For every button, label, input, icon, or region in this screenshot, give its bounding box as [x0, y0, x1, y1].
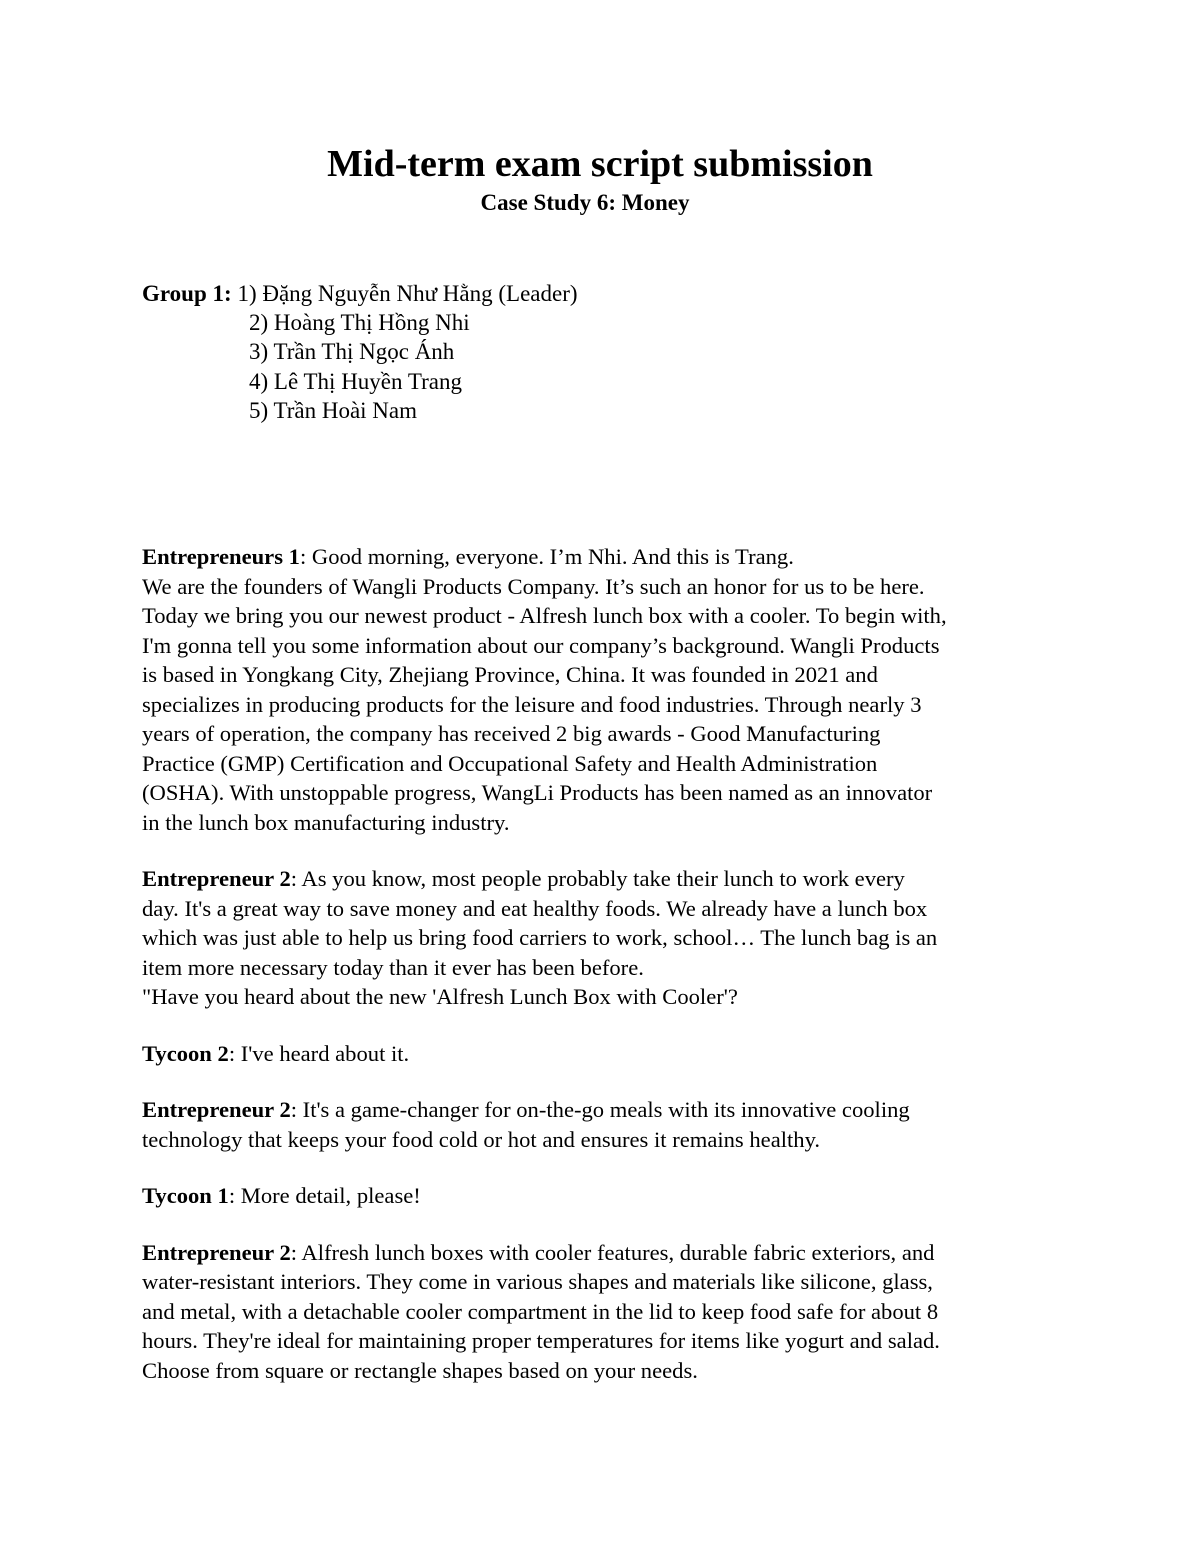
line-text: technology that keeps your food cold or hot and ensures it remains healthy. [142, 1126, 821, 1152]
line-text: and metal, with a detachable cooler compartment in the lid to keep food safe for about 8 [142, 1298, 939, 1324]
group-member-row [142, 396, 578, 425]
group-member-row [142, 308, 578, 337]
text-line [142, 749, 1072, 779]
text-line [142, 953, 1072, 983]
text-line [142, 601, 1072, 631]
line-text: : It's a game-changer for on-the-go meals with its innovative cooling [290, 1097, 910, 1122]
text-line [142, 1095, 1072, 1125]
group-member: 5) Trần Hoài Nam [249, 397, 418, 423]
dialogue-paragraph [142, 542, 1072, 837]
text-line [142, 1326, 1072, 1356]
speaker-name: Entrepreneur 2 [142, 1097, 291, 1122]
line-text: years of operation, the company has received 2 big awards - Good Manufacturing [142, 721, 881, 746]
group-member: 3) Trần Thị Ngọc Ánh [249, 339, 455, 365]
group-member: 2) Hoàng Thị Hồng Nhi [249, 310, 470, 336]
line-text: in the lunch box manufacturing industry. [142, 809, 510, 835]
text-line [142, 1297, 1072, 1327]
line-text: hours. They're ideal for maintaining proper temperatures for items like yogurt and salad. [142, 1328, 940, 1353]
group-member-row [142, 337, 578, 366]
page-subtitle: Case Study 6: Money [480, 190, 690, 215]
text-line [142, 719, 1072, 749]
dialogue-paragraph [142, 1238, 1072, 1386]
text-line [142, 660, 1072, 690]
group-member: 1) Đặng Nguyễn Như Hằng (Leader) [237, 281, 578, 306]
line-text: I'm gonna tell you some information about our company’s background. Wangli Products [142, 632, 940, 658]
dialogue-body [142, 542, 1072, 1412]
line-text: is based in Yongkang City, Zhejiang Province, China. It was founded in 2021 and [142, 662, 878, 687]
line-text: (OSHA). With unstoppable progress, WangLi Products has been named as an innovator [142, 780, 933, 805]
text-line [142, 1238, 1072, 1268]
dialogue-paragraph [142, 1039, 1072, 1069]
speaker-name: Entrepreneur 2 [142, 866, 291, 891]
line-text: which was just able to help us bring food carriers to work, school… The lunch bag is an [142, 925, 938, 950]
line-text: : As you know, most people probably take their lunch to work every [290, 866, 905, 891]
text-line [142, 1267, 1072, 1297]
text-line [142, 690, 1072, 720]
group-label: Group 1: [142, 281, 232, 306]
text-line [142, 542, 1072, 572]
text-line [142, 923, 1072, 953]
line-text: Choose from square or rectangle shapes based on your needs. [142, 1357, 698, 1383]
speaker-name: Entrepreneurs 1 [142, 544, 300, 569]
dialogue-paragraph [142, 1181, 1072, 1211]
text-line [142, 1039, 1072, 1069]
line-text: specializes in producing products for the leisure and food industries. Through nearly 3 [142, 691, 922, 717]
text-line [142, 572, 1072, 602]
line-text: item more necessary today than it ever has been before. [142, 954, 644, 980]
text-line [142, 1181, 1072, 1211]
text-line [142, 1125, 1072, 1155]
text-line [142, 894, 1072, 924]
line-text: : Good morning, everyone. I’m Nhi. And this is Trang. [299, 544, 794, 569]
line-text: day. It's a great way to save money and eat healthy foods. We already have a lunch box [142, 895, 928, 921]
speaker-name: Entrepreneur 2 [142, 1239, 291, 1265]
speaker-name: Tycoon 2 [142, 1040, 229, 1066]
line-text: : Alfresh lunch boxes with cooler features, durable fabric exteriors, and [290, 1239, 935, 1265]
text-line [142, 864, 1072, 894]
line-text: : More detail, please! [228, 1183, 421, 1208]
line-text: Today we bring you our newest product - Alfresh lunch box with a cooler. To begin with, [142, 603, 947, 628]
speaker-name: Tycoon 1 [142, 1183, 229, 1208]
page-title: Mid-term exam script submission [327, 143, 873, 185]
group-member-row [142, 279, 578, 308]
line-text: We are the founders of Wangli Products Company. It’s such an honor for us to be here. [142, 573, 925, 599]
text-line [142, 808, 1072, 838]
group-members [142, 279, 578, 425]
line-text: : I've heard about it. [228, 1040, 410, 1066]
text-line [142, 631, 1072, 661]
line-text: Practice (GMP) Certification and Occupational Safety and Health Administration [142, 750, 878, 776]
text-line [142, 1356, 1072, 1386]
dialogue-paragraph [142, 1095, 1072, 1154]
line-text: "Have you heard about the new 'Alfresh Lunch Box with Cooler'? [142, 984, 738, 1009]
text-line [142, 982, 1072, 1012]
dialogue-paragraph [142, 864, 1072, 1012]
text-line [142, 778, 1072, 808]
line-text: water-resistant interiors. They come in various shapes and materials like silicone, glass, [142, 1269, 933, 1294]
group-member: 4) Lê Thị Huyền Trang [249, 368, 462, 394]
group-member-row [142, 367, 578, 396]
